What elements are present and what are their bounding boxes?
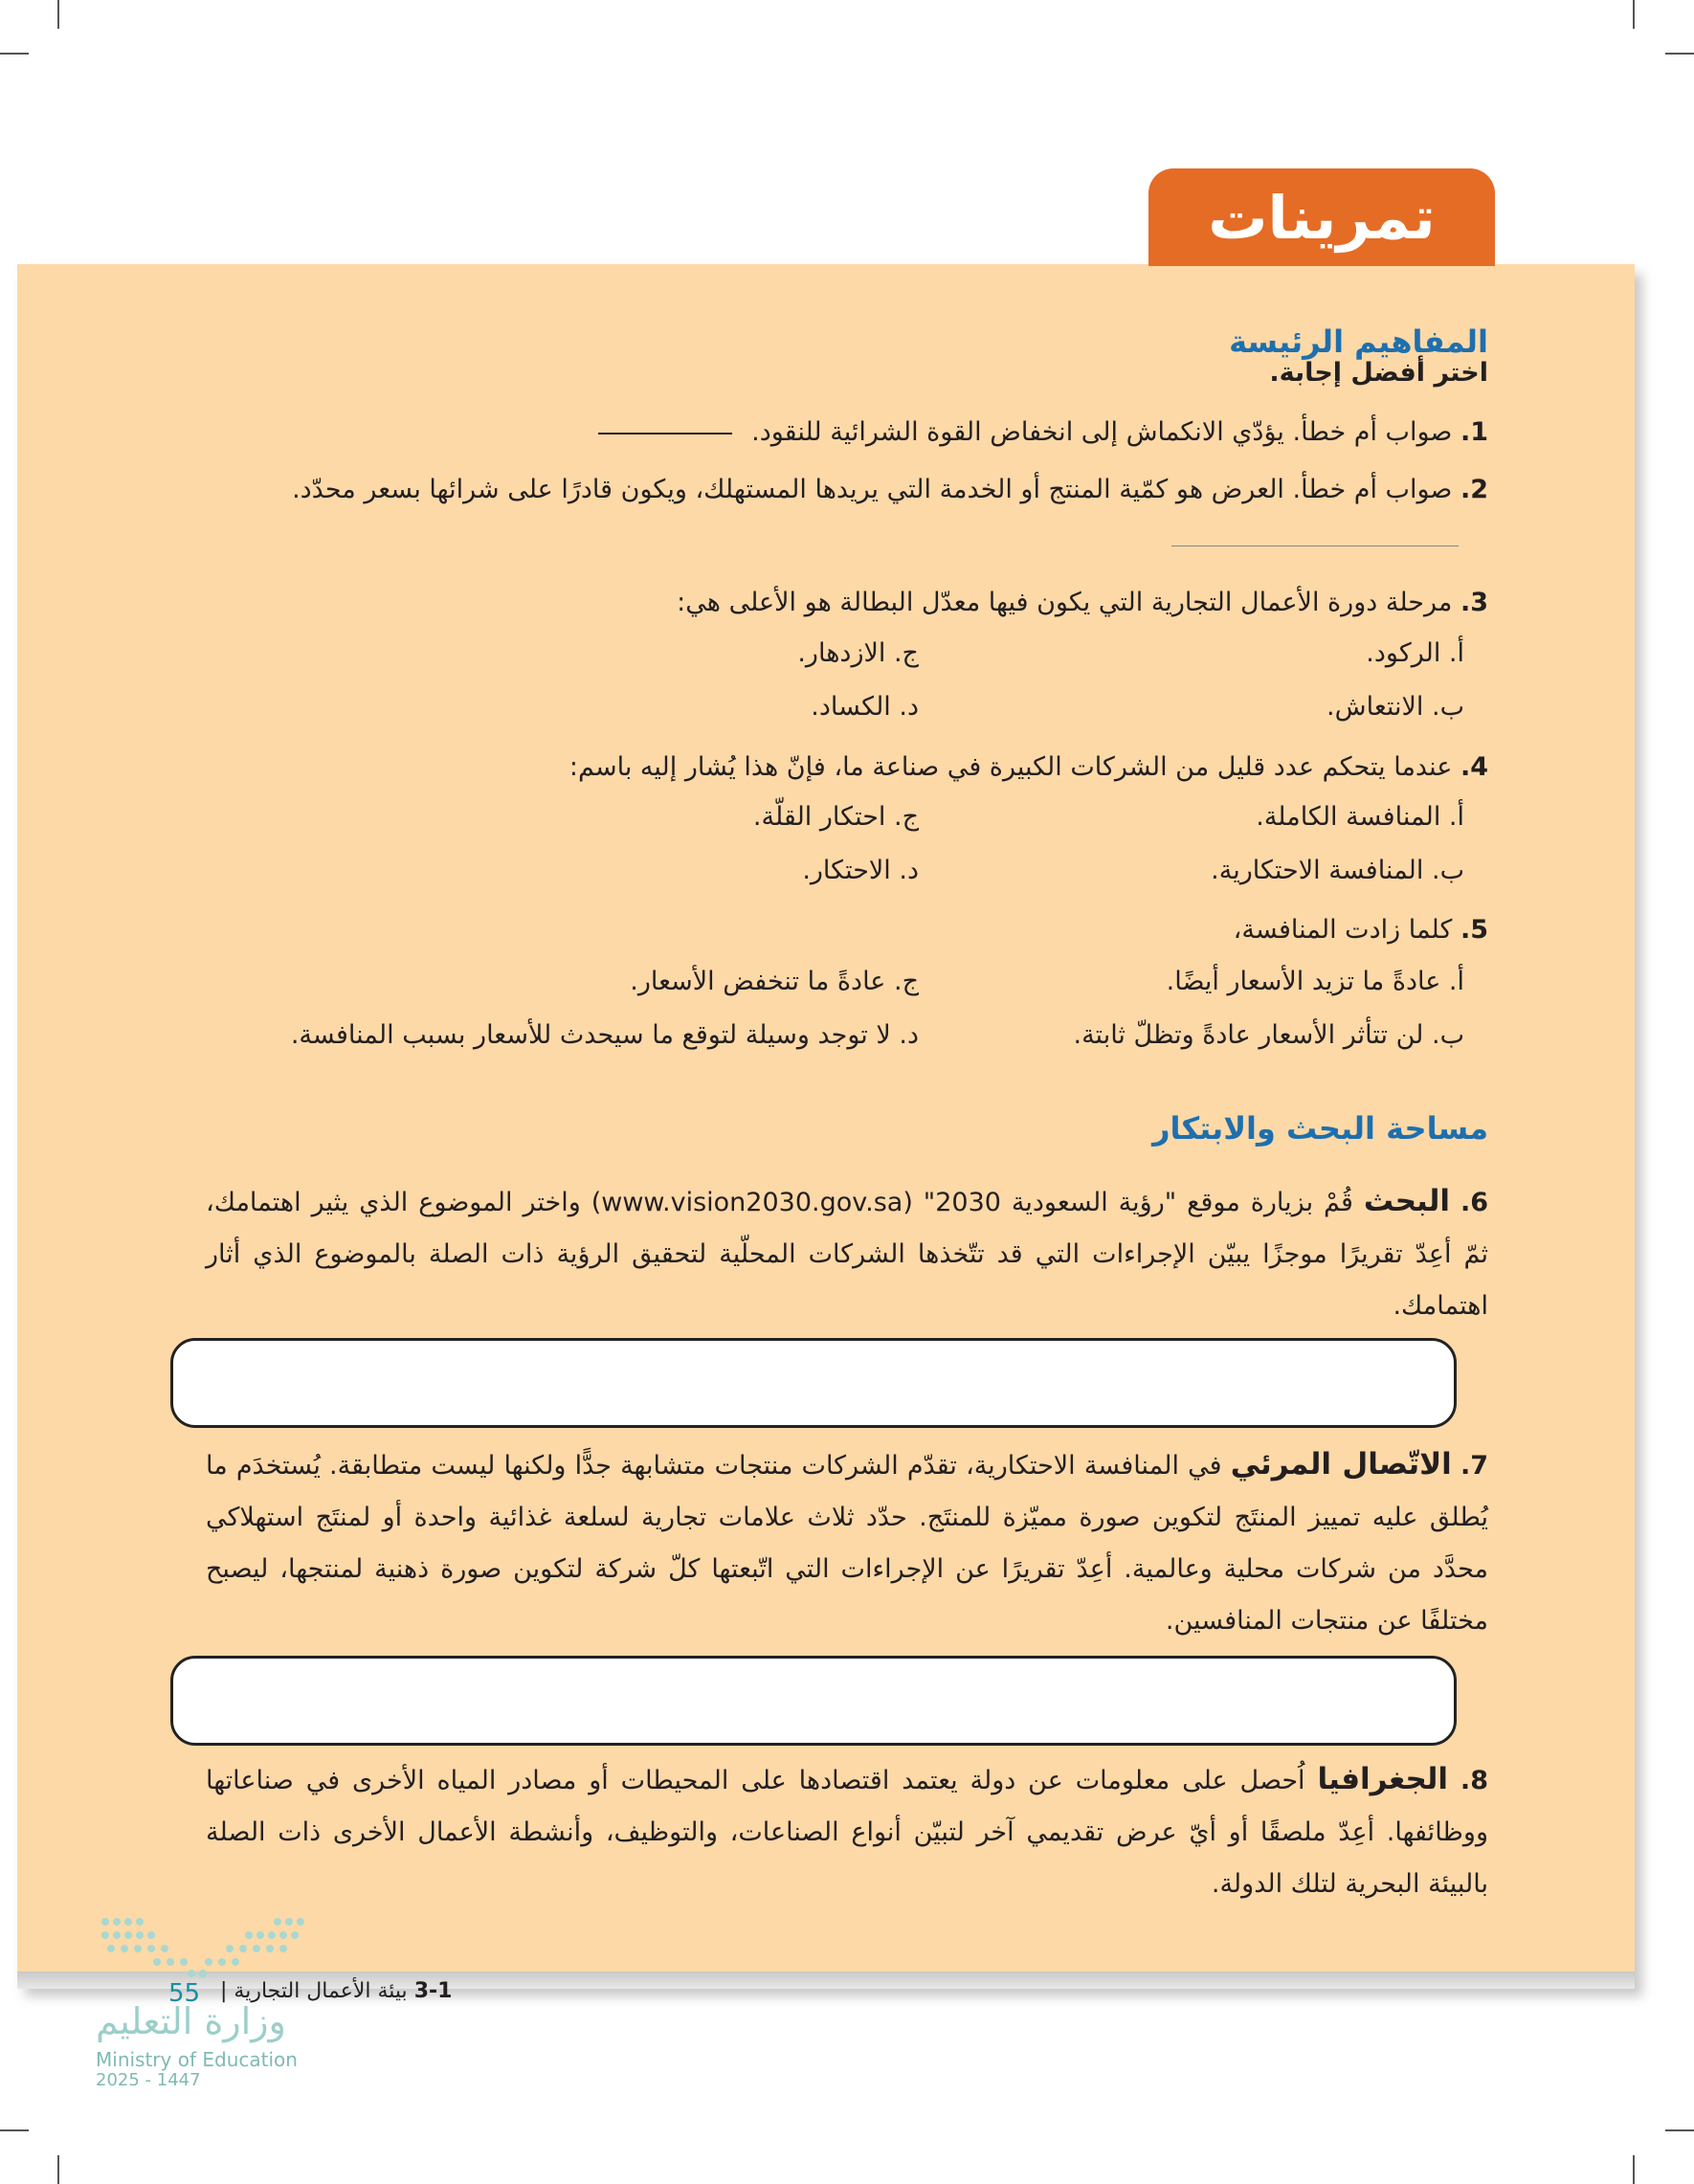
option-d[interactable]: د. الاحتكار. bbox=[802, 856, 919, 885]
crop-mark bbox=[1665, 53, 1694, 55]
question-text: كلما زادت المنافسة، bbox=[1233, 915, 1453, 945]
answer-blank[interactable] bbox=[598, 433, 732, 435]
crop-mark bbox=[57, 0, 59, 29]
option-b[interactable]: ب. المنافسة الاحتكارية. bbox=[1211, 856, 1464, 885]
instruction: اختر أفضل إجابة. bbox=[1269, 358, 1488, 388]
question-number: 8. bbox=[1460, 1766, 1488, 1795]
question-number: 1. bbox=[1460, 417, 1488, 447]
question-number: 5. bbox=[1460, 915, 1488, 945]
section-heading-research: مساحة البحث والابتكار bbox=[1152, 1110, 1488, 1147]
chapter-title: بيئة الأعمال التجارية | bbox=[220, 1979, 408, 2003]
question-text: اُحصل على معلومات عن دولة يعتمد اقتصادها على المحيطات أو مصادر المياه الأخرى في صناعاتها ووظائفها. أعِدّ ملصقًا أو أيّ عرض تقديمي آخر لتبيّن أنواع الصناعات، والتوظيف، وأنشطة الأعمال الأخرى ذات الصلة بالبيئة البحرية لتلك الدولة. bbox=[206, 1766, 1488, 1899]
question-text: عندما يتحكم عدد قليل من الشركات الكبيرة في صناعة ما، فإنّ هذا يُشار إليه باسم: bbox=[568, 752, 1453, 782]
question-1 bbox=[598, 413, 1488, 452]
answer-box[interactable] bbox=[170, 1338, 1457, 1428]
question-number: 4. bbox=[1460, 752, 1488, 782]
crop-mark bbox=[0, 53, 29, 55]
crop-mark bbox=[1665, 2129, 1694, 2131]
question-text: قُمْ بزيارة موقع "رؤية السعودية 2030" (www.vision2030.gov.sa) واختر الموضوع الذي يثير اهتمامك، ثمّ أعِدّ تقريرًا موجزًا يبيّن الإجراءات التي قد تتّخذها الشركات المحلّية لتحقيق الرؤية ذات الصلة بالموضوع الذي أثار اهتمامك. bbox=[206, 1188, 1488, 1321]
question-8 bbox=[206, 1753, 1488, 1910]
crop-mark bbox=[1633, 0, 1635, 29]
question-text: مرحلة دورة الأعمال التجارية التي يكون فيها معدّل البطالة هو الأعلى هي: bbox=[677, 588, 1453, 617]
crop-mark bbox=[57, 2155, 59, 2184]
ministry-name-english: Ministry of Education bbox=[96, 2048, 298, 2071]
page-title: تمرينات bbox=[1148, 168, 1495, 266]
question-number: 2. bbox=[1460, 475, 1488, 504]
question-2 bbox=[292, 471, 1488, 509]
option-c[interactable]: ج. احتكار القلّة. bbox=[752, 802, 919, 832]
option-c[interactable]: ج. الازدهار. bbox=[797, 638, 919, 668]
edition-year: 2025 - 1447 bbox=[96, 2070, 201, 2090]
question-number: 6. bbox=[1460, 1188, 1489, 1217]
crop-mark bbox=[0, 2129, 29, 2131]
option-b[interactable]: ب. لن تتأثر الأسعار عادةً وتظلّ ثابتة. bbox=[1073, 1020, 1464, 1050]
question-5 bbox=[1234, 911, 1488, 949]
question-6 bbox=[206, 1175, 1488, 1332]
question-text: صواب أم خطأ. العرض هو كمّية المنتج أو الخدمة التي يريدها المستهلك، ويكون قادرًا على شرائها بسعر محدّد. bbox=[292, 475, 1453, 504]
question-keyword: البحث bbox=[1363, 1184, 1450, 1218]
question-4 bbox=[569, 748, 1488, 787]
option-d[interactable]: د. الكساد. bbox=[811, 692, 919, 722]
question-keyword: الجغرافيا bbox=[1317, 1762, 1449, 1796]
option-a[interactable]: أ. الركود. bbox=[1366, 638, 1464, 668]
page-number: 55 bbox=[168, 1979, 201, 2008]
ministry-name-arabic: وزارة التعليم bbox=[96, 2000, 286, 2042]
option-d[interactable]: د. لا توجد وسيلة لتوقع ما سيحدث للأسعار بسبب المنافسة. bbox=[290, 1020, 919, 1050]
question-keyword: الاتّصال المرئي bbox=[1230, 1447, 1452, 1482]
answer-box[interactable] bbox=[170, 1656, 1457, 1746]
question-text: صواب أم خطأ. يؤدّي الانكماش إلى انخفاض القوة الشرائية للنقود. bbox=[751, 417, 1453, 447]
option-c[interactable]: ج. عادةً ما تنخفض الأسعار. bbox=[630, 967, 919, 996]
question-number: 3. bbox=[1460, 588, 1488, 617]
option-a[interactable]: أ. المنافسة الكاملة. bbox=[1256, 802, 1464, 832]
footer-chapter bbox=[220, 1979, 452, 2003]
chapter-number: 3-1 bbox=[413, 1979, 453, 2003]
option-b[interactable]: ب. الانتعاش. bbox=[1326, 692, 1464, 722]
question-7 bbox=[206, 1438, 1488, 1647]
section-heading-key-concepts: المفاهيم الرئيسة bbox=[1229, 323, 1488, 360]
question-number: 7. bbox=[1460, 1451, 1489, 1481]
crop-mark bbox=[1633, 2155, 1635, 2184]
option-a[interactable]: أ. عادةً ما تزيد الأسعار أيضًا. bbox=[1166, 967, 1464, 996]
question-text: في المنافسة الاحتكارية، تقدّم الشركات منتجات متشابهة جدًّا ولكنها ليست متطابقة. يُستخدَم ما يُطلق عليه تمييز المنتَج لتكوين صورة مميّزة للمنتَج. حدّد ثلاث علامات تجارية لسلعة غذائية واحدة أو لمنتَج استهلاكي محدَّد من شركات محلية وعالمية. أعِدّ تقريرًا عن الإجراءات التي اتّبعتها كلّ شركة لتكوين صورة ذهنية لمنتجها، ليصبح مختلفًا عن منتجات المنافسين. bbox=[206, 1451, 1488, 1636]
question-3 bbox=[677, 584, 1488, 622]
